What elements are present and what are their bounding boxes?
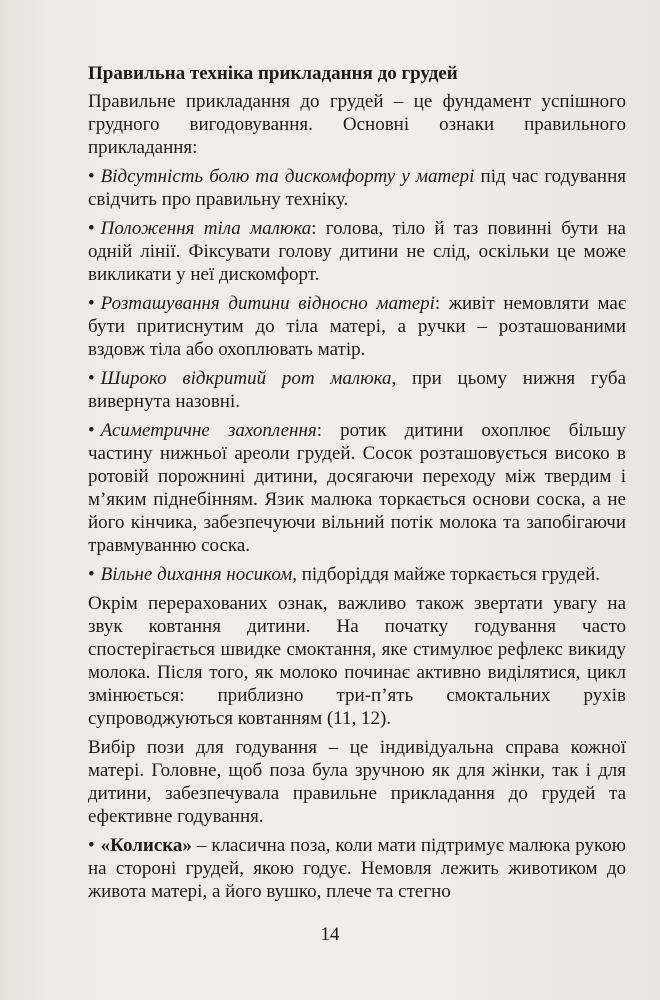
pose-paragraph (88, 736, 626, 828)
list-item (88, 217, 626, 286)
bullet-term: Положення тіла малюка (100, 218, 312, 239)
swallow-paragraph (88, 592, 626, 730)
list-item (88, 292, 626, 361)
pose-name: «Колиска» (100, 835, 192, 856)
bullet-text: , при цьому нижня губа вивернута назовні. (88, 368, 627, 412)
bullet-icon: • (88, 218, 95, 239)
bullet-text: : ротик дитини охоплює більшу частину нижньої ареоли грудей. Сосок розташовується високо в ротовій порожнині дитини, досягаючи переходу між твердим і м’яким піднебінням. Язик малюка торкається основи соска, а не його кінчика, забезпечуючи вільний потік молока та запобігаючи травмуванню соска. (88, 420, 627, 556)
list-item (88, 367, 626, 413)
bullet-term: Розташування дитини відносно матері (100, 293, 435, 314)
pose-description: – класична поза, коли мати підтримує малюка рукою на стороні грудей, якою годує. Немовля лежить животиком до живота матері, а його вушко, плече та стегно (88, 835, 626, 902)
bullet-term: Вільне дихання носиком (100, 564, 293, 585)
page-number: 14 (320, 924, 340, 945)
bullet-icon: • (88, 368, 95, 389)
bullet-text: : голова, тіло й таз повинні бути на одній лінії. Фіксувати голову дитини не слід, оскільки це може викликати у неї дискомфорт. (88, 218, 626, 285)
list-item (88, 563, 626, 586)
bullet-icon: • (88, 293, 95, 314)
bullet-term: Широко відкритий рот малюка (100, 368, 392, 389)
section-title: Правильна техніка прикладання до грудей (88, 63, 458, 84)
bullet-term: Відсутність болю та дискомфорту у матері (100, 166, 475, 187)
list-item (88, 165, 626, 211)
list-item (88, 419, 626, 557)
bullet-text: : живіт немовляти має бути притиснутим до тіла матері, а ручки – розташованими вздовж тіла або охоплювать матір. (88, 293, 626, 360)
bullet-icon: • (88, 835, 95, 856)
pose-text: Вибір пози для годування – це індивідуальна справа кожної матері. Головне, щоб поза була зручною як для жінки, так і для дитини, забезпечувала правильне прикладання до грудей та ефективне годування. (88, 737, 626, 827)
bullet-text: під час годування свідчить про правильну техніку. (88, 166, 626, 210)
bullet-icon: • (88, 420, 95, 441)
list-item-cradle (88, 834, 626, 903)
bullet-text: , підборіддя майже торкається грудей. (292, 564, 601, 585)
intro-text: Правильне прикладання до грудей – це фундамент успішного грудного вигодовування. Основні ознаки правильного прикладання: (88, 91, 626, 158)
page-content (88, 62, 626, 909)
intro-paragraph (88, 90, 626, 159)
swallow-text: Окрім перерахованих ознак, важливо також звертати увагу на звук ковтання дитини. На початку годування часто спостерігається швидке смоктання, яке стимулює рефлекс викиду молока. Після того, як молоко починає активно виділятися, цикл змінюється: приблизно три-п’ять смоктальних рухів супроводжуються ковтанням (11, 12). (88, 593, 626, 729)
bullet-icon: • (88, 564, 95, 585)
bullet-term: Асиметричне захоплення (100, 420, 317, 441)
bullet-icon: • (88, 166, 95, 187)
